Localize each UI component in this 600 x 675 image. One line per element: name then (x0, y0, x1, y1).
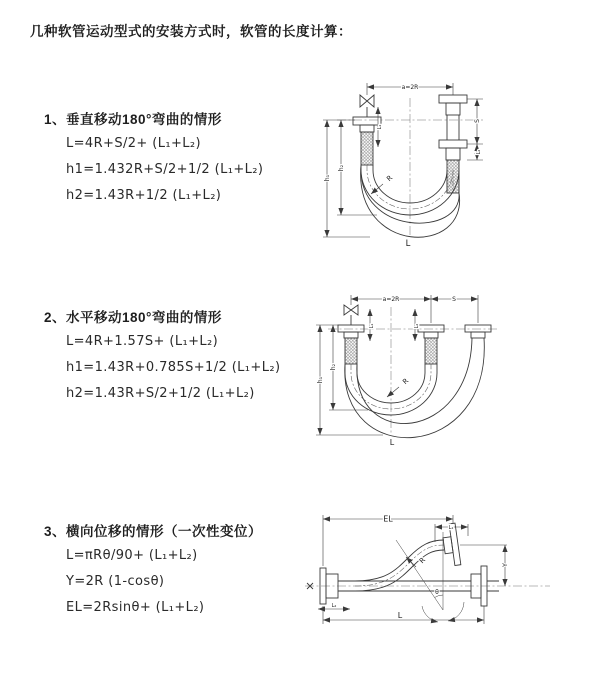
section-1-formula-h1: h1=1.432R+S/2+1/2 (L₁+L₂) (66, 162, 264, 177)
section-3-formula-L: L=πRθ/90+ (L₁+L₂) (66, 548, 198, 563)
length-label: L (389, 438, 395, 447)
flange-left (338, 325, 364, 332)
braided-section-left (345, 338, 357, 364)
angle-theta-label: θ (435, 589, 439, 596)
hose-centerline (351, 364, 431, 409)
section-2-formula-h1: h1=1.43R+0.785S+1/2 (L₁+L₂) (66, 360, 281, 375)
dim-a2r-label: a=2R (382, 296, 400, 303)
section-3-formula-EL: EL=2Rsinθ+ (L₁+L₂) (66, 600, 205, 615)
section-3-formula-Y: Y=2R (1-cosθ) (66, 574, 165, 589)
centerlines (328, 307, 498, 435)
dim-h2-label: h₂ (338, 164, 345, 172)
dim-l1-label: L₁ (448, 525, 454, 531)
dim-h1-label: h₁ (317, 376, 324, 384)
hose-assembly (307, 523, 499, 606)
dim-l1-label: L₁ (369, 323, 375, 329)
dim-s-label: S (452, 296, 456, 303)
radius-label: R (417, 556, 428, 566)
radius-label: R (385, 173, 395, 184)
section-2-formula-h2: h2=1.43R+S/2+1/2 (L₁+L₂) (66, 386, 255, 401)
flange-left (353, 117, 381, 125)
dim-l1-label: L₁ (377, 124, 383, 130)
section-1-formula-L: L=4R+S/2+ (L₁+L₂) (66, 136, 202, 151)
section-2-formula-L: L=4R+1.57S+ (L₁+L₂) (66, 334, 219, 349)
valve-icon (344, 305, 358, 315)
dim-y-label: Y (501, 563, 509, 567)
length-label: L (397, 611, 403, 620)
dimensions (316, 295, 478, 435)
section-1-heading: 1、垂直移动180°弯曲的情形 (44, 112, 222, 127)
dim-h1-label: h₁ (324, 174, 331, 182)
dim-l2-label: L₂ (414, 323, 420, 329)
dimensions (318, 515, 505, 624)
length-label: L (405, 239, 411, 249)
dim-s-label: S (474, 119, 481, 123)
valve-icon (360, 95, 374, 107)
flange-center (418, 325, 444, 332)
flange-right-upper (439, 95, 467, 103)
page-title: 几种软管运动型式的安装方式时，软管的长度计算： (30, 24, 352, 39)
section-2-heading: 2、水平移动180°弯曲的情形 (44, 310, 222, 325)
section-1-formula-h2: h2=1.43R+1/2 (L₁+L₂) (66, 188, 222, 203)
diagram-horizontal-180-bend (308, 283, 600, 463)
braided-section-center (425, 338, 437, 364)
diagram-lateral-displacement (300, 498, 600, 673)
dim-l2-label: L₂ (331, 603, 337, 609)
dim-a2r-label: a=2R (401, 84, 419, 91)
section-3-heading: 3、横向位移的情形（一次性变位） (44, 524, 263, 539)
dim-h2-label: h₂ (330, 363, 337, 371)
construction-lines (396, 532, 507, 622)
flange-right-lower (439, 140, 467, 148)
braided-section-left (361, 132, 373, 165)
diagram-vertical-180-bend (315, 70, 595, 265)
radius-label: R (401, 376, 411, 387)
hose-outline (355, 540, 444, 581)
flange-right (465, 325, 491, 332)
dim-l2-label: L₂ (476, 149, 482, 155)
dim-el-label: EL (383, 514, 393, 524)
